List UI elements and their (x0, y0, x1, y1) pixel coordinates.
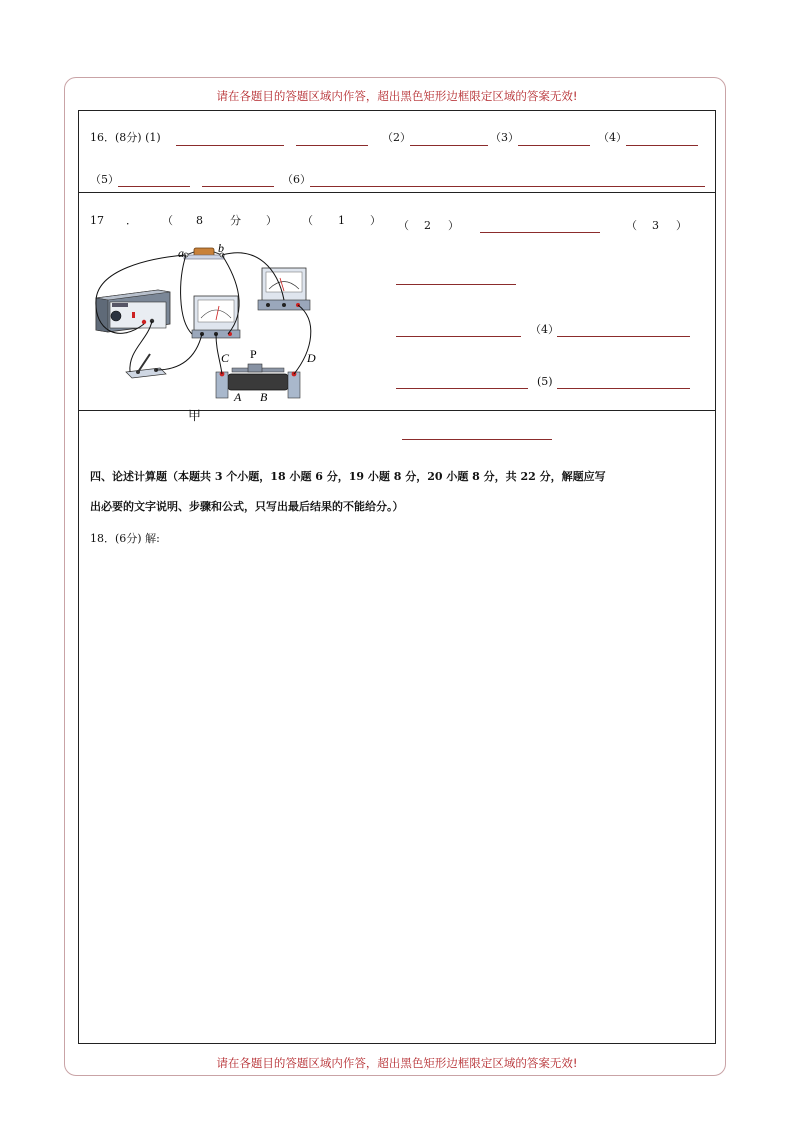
label-P: P (250, 347, 257, 361)
q17-rparen-2: ） (370, 214, 381, 227)
label-a: a (178, 246, 184, 260)
q17-p3-lparen: （ (626, 219, 637, 232)
power-supply-icon (96, 290, 170, 332)
label-b: b (218, 241, 224, 255)
section4-line2: 出必要的文字说明、步骤和公式，只写出最后结果的不能给分。） (90, 500, 404, 513)
figure-caption: 甲 (188, 409, 202, 424)
q18-head: 18．(6分) 解: (90, 532, 160, 545)
q17-fen: 分 (230, 214, 241, 227)
label-D: D (307, 351, 316, 365)
q17-p3-rparen: ） (676, 219, 687, 232)
q17-lparen-1: （ (162, 214, 173, 227)
q17-p2-rparen: ） (448, 219, 459, 232)
q17-label-5: (5) (537, 375, 553, 388)
q17-blank-4[interactable] (557, 336, 690, 337)
q16-blank-1b[interactable] (296, 145, 368, 146)
q17-p3-num: 3 (652, 219, 659, 232)
divider-q17-section4 (78, 410, 716, 411)
top-notice: 请在各题目的答题区域内作答，超出黑色矩形边框限定区域的答案无效! (216, 89, 578, 103)
label-A: A (234, 390, 242, 404)
q17-dot: ． (126, 214, 137, 227)
q16-blank-6[interactable] (310, 186, 705, 187)
q16-blank-5a[interactable] (118, 186, 190, 187)
q17-score: 8 (196, 214, 203, 227)
q17-blank-3[interactable] (396, 284, 516, 285)
q17-blank-5[interactable] (557, 388, 690, 389)
q16-label-2: （2） (382, 131, 411, 144)
q16-blank-5b[interactable] (202, 186, 274, 187)
q16-blank-2[interactable] (410, 145, 488, 146)
label-B: B (260, 390, 268, 404)
ammeter-icon (258, 268, 310, 310)
q16-head: 16．(8分) (1) (90, 131, 161, 144)
q16-blank-4[interactable] (626, 145, 698, 146)
q17-rparen-1: ） (266, 214, 277, 227)
q17-label-4: （4） (530, 323, 559, 336)
q16-label-5: （5） (90, 173, 119, 186)
q16-blank-3[interactable] (518, 145, 590, 146)
q16-label-6: （6） (282, 173, 311, 186)
q17-p2-num: 2 (424, 219, 431, 232)
voltmeter-icon (192, 296, 240, 338)
q17-part-1: 1 (338, 214, 345, 227)
rheostat-icon (216, 364, 300, 398)
circuit-diagram (88, 240, 338, 410)
divider-q16-q17 (78, 192, 716, 193)
bottom-notice: 请在各题目的答题区域内作答，超出黑色矩形边框限定区域的答案无效! (216, 1056, 578, 1070)
section4-line1: 四、论述计算题（本题共 3 个小题，18 小题 6 分，19 小题 8 分，20 小题 8 分，共 22 分，解题应写 (90, 470, 606, 483)
q17-blank-3b[interactable] (396, 336, 521, 337)
q16-label-4: （4） (598, 131, 627, 144)
label-C: C (221, 351, 230, 365)
q17-number: 17 (90, 214, 104, 227)
q16-blank-1a[interactable] (176, 145, 284, 146)
q17-p2-lparen: （ (398, 219, 409, 232)
q17-blank-4b[interactable] (396, 388, 528, 389)
q17-blank-extra[interactable] (402, 439, 552, 440)
q17-lparen-2: （ (302, 214, 313, 227)
q17-blank-2[interactable] (480, 232, 600, 233)
q16-label-3: （3） (490, 131, 519, 144)
